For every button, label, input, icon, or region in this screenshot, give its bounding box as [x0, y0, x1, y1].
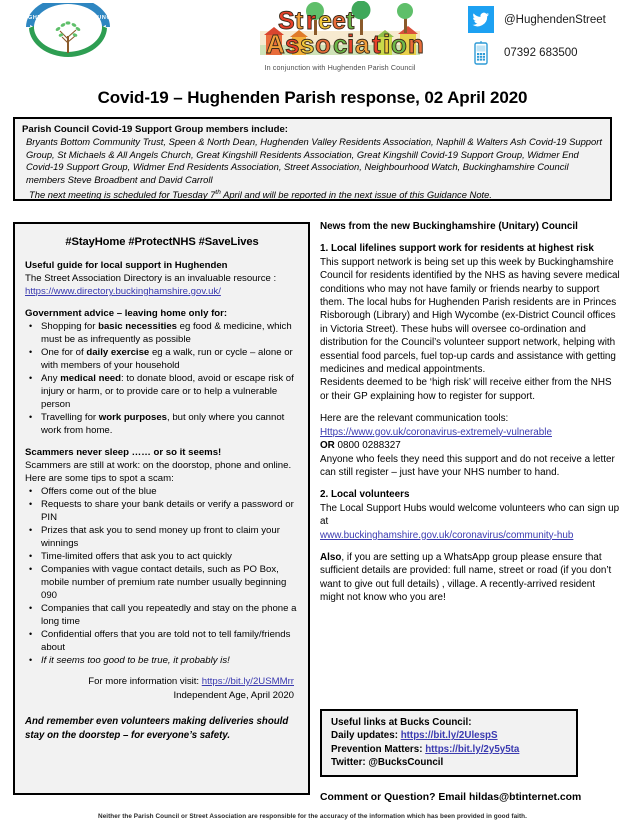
list-item [25, 372, 299, 411]
right-column [320, 220, 620, 803]
list-item [25, 411, 299, 437]
meeting-pre: The next meeting is scheduled for Tuesday 7 [29, 189, 216, 201]
item-bold: medical need [60, 373, 121, 384]
svg-text:t: t [346, 7, 355, 35]
list-item: • Offers come out of the blue [25, 485, 299, 498]
list-item: • Time-limited offers that ask you to act quickly [25, 550, 299, 563]
item-post: eg food & medicine, which must be as infrequently as possible [41, 321, 292, 345]
hashtags-line: #StayHome #ProtectNHS #SaveLives [65, 236, 259, 248]
bucks-twitter-line: Twitter: @BucksCouncil [331, 757, 444, 769]
svg-text:s: s [285, 29, 300, 59]
extremely-vulnerable-link[interactable]: Https://www.gov.uk/coronavirus-extremely-vulnerable [320, 426, 552, 438]
item-pre: One for of [41, 347, 87, 358]
item-post: , but only where you cannot work from home. [41, 412, 285, 436]
svg-text:t: t [295, 7, 304, 35]
independent-age-link[interactable]: https://bit.ly/2USMMrr [201, 676, 294, 687]
daily-updates-label: Daily updates: [331, 730, 401, 742]
section-2-text: The Local Support Hubs would welcome volunteers who can sign up at [320, 502, 620, 528]
footer-disclaimer: Neither the Parish Council or Street Association are responsible for the accuracy of the information which has been provided in good faith. [98, 813, 527, 820]
phone-contact-row[interactable] [468, 39, 578, 66]
news-heading: News from the new Buckinghamshire (Unitary) Council [320, 221, 578, 232]
item-bold: basic necessities [98, 321, 178, 332]
comms-phone-line [320, 439, 620, 452]
svg-text:i: i [347, 29, 355, 59]
list-item: • Requests to share your bank details or verify a password or PIN [25, 498, 299, 524]
svg-text:n: n [408, 29, 424, 59]
next-meeting-note [22, 186, 604, 202]
page-title: Covid-19 – Hughenden Parish response, 02 April 2020 [97, 88, 528, 107]
scam-italic-text: If it seems too good to be true, it probably is! [41, 655, 230, 666]
daily-updates-link[interactable]: https://bit.ly/2UlespS [400, 730, 498, 742]
section-1-paragraph-1: This support network is being set up this week by Buckinghamshire Council for residents identified by the NHS as having severe medical conditions who may not have family or friends nearby to support them. The local hubs for Hughenden Parish residents are in Princes Risborough (Library) and High Wycombe (ex-District Council offices in Victoria Street). These hubs will oversee co-ordination and distribution for the Council’s volunteer support network, helping with essential food parcels, fuel top-up cards and assistance with getting medicines and medical appointments. [320, 256, 620, 376]
left-column-box [13, 222, 310, 795]
comms-or-label: OR [320, 440, 335, 452]
useful-links-heading: Useful links at Bucks Council: [331, 717, 472, 728]
directory-link[interactable]: https://www.directory.buckinghamshire.gov.uk/ [25, 286, 221, 297]
item-pre: Any [41, 373, 61, 384]
svg-text:t: t [372, 29, 381, 59]
svg-text:S: S [278, 7, 295, 35]
twitter-contact-row[interactable] [468, 6, 606, 33]
support-group-box [13, 117, 612, 201]
useful-guide-text: The Street Association Directory is an invaluable resource : [25, 273, 277, 284]
page-header [0, 0, 625, 80]
svg-text:s: s [300, 29, 315, 59]
useful-guide-heading: Useful guide for local support in Hughenden [25, 260, 228, 271]
list-item [25, 346, 299, 372]
meeting-ordinal: th [215, 189, 221, 197]
community-hub-link[interactable]: www.buckinghamshire.gov.uk/coronavirus/community-hub [320, 529, 574, 541]
svg-text:e: e [332, 7, 346, 35]
comms-note: Anyone who feels they need this support and do not receive a letter can still register – just have your NHS number to hand. [320, 453, 615, 478]
section-1-heading: 1. Local lifelines support work for residents at highest risk [320, 243, 594, 255]
section-2-heading: 2. Local volunteers [320, 489, 410, 501]
twitter-handle: @HughendenStreet [504, 13, 606, 26]
item-pre: Travelling for [41, 412, 99, 423]
street-association-logo [252, 1, 428, 77]
list-item-italic [25, 654, 299, 667]
mobile-phone-icon [468, 39, 494, 66]
scam-tips-list [25, 485, 299, 667]
item-post: : to donate blood, avoid or escape risk of injury or harm, or to provide care or to help a vulnerable person [41, 373, 294, 410]
more-info-source: Independent Age, April 2020 [173, 689, 294, 701]
scammers-heading: Scammers never sleep …… or so it seems! [25, 447, 222, 458]
government-advice-heading: Government advice – leaving home only for: [25, 308, 228, 319]
closing-note: And remember even volunteers making deliveries should stay on the doorstep – for everyone’s safety. [25, 716, 289, 741]
section-1-paragraph-2: Residents deemed to be ‘high risk’ will receive either from the NHS or their GP explaining how to register for support. [320, 377, 612, 402]
svg-text:r: r [306, 7, 316, 35]
support-group-members: Bryants Bottom Community Trust, Speen & North Dean, Hughenden Valley Residents Association, Naphill & Walters Ash Covid-19 Support Group, St Michaels & All Angels Church, Great Kingshill Residents Association, Great Kingshill Covid-19 Support Group, Widmer End Covid-19 Support Group, Widmer End Residents Association, Street Association, Neighbourhood Watch, Buckinghamshire Council members Steve Broadbent and David Carroll [26, 136, 602, 185]
also-text: , if you are setting up a WhatsApp group please ensure that sufficient details are provided: full name, street or road (if you don’t want to give out full details) , village. A recently-arrived resident might not know who you are! [320, 551, 612, 604]
government-advice-list [25, 320, 299, 437]
more-info-label: For more information visit: [88, 676, 202, 687]
item-pre: Shopping for [41, 321, 99, 332]
list-item [25, 320, 299, 346]
contact-block [468, 6, 618, 72]
item-bold: work purposes [98, 412, 168, 423]
svg-text:e: e [318, 7, 332, 35]
street-association-subtitle: In conjunction with Hughenden Parish Council [264, 63, 416, 72]
list-item: • Companies with vague contact details, such as PO Box, mobile number of premium rate number usually beginning 090 [25, 563, 299, 602]
svg-text:HUGHENDEN PARISH COUNCIL: HUGHENDEN PARISH COUNCIL [18, 15, 118, 21]
list-item: • Prizes that ask you to send money up front to claim your winnings [25, 524, 299, 550]
svg-text:c: c [333, 29, 348, 59]
svg-text:o: o [315, 29, 331, 59]
item-post: eg a walk, run or cycle – alone or with members of your household [41, 347, 293, 371]
svg-text:a: a [355, 29, 370, 59]
list-item: • Companies that call you repeatedly and stay on the phone a long time [25, 602, 299, 628]
also-label: Also [320, 551, 342, 563]
scammers-intro: Scammers are still at work: on the doorstop, phone and online. Here are some tips to spot a scam: [25, 460, 292, 484]
svg-text:A: A [266, 29, 285, 59]
comms-tools-intro: Here are the relevant communication tools: [320, 413, 509, 425]
list-item: • Confidential offers that you are told not to tell family/friends about [25, 628, 299, 654]
useful-links-box [320, 709, 578, 777]
daily-updates-line [331, 729, 569, 742]
item-bold: daily exercise [86, 347, 150, 358]
hughenden-parish-council-logo [16, 3, 120, 59]
prevention-matters-link[interactable]: https://bit.ly/2y5y5ta [425, 743, 520, 755]
phone-number: 07392 683500 [504, 46, 578, 59]
whatsapp-note [320, 551, 620, 605]
prevention-matters-line [331, 743, 569, 756]
twitter-icon [468, 6, 494, 33]
more-information-line [25, 675, 299, 702]
comms-phone-number: 0800 0288327 [334, 440, 401, 452]
support-group-heading: Parish Council Covid-19 Support Group members include: [22, 124, 288, 135]
meeting-post: April and will be reported in the next issue of this Guidance Note. [220, 189, 492, 201]
svg-text:i: i [383, 29, 391, 59]
comment-email-line[interactable]: Comment or Question? Email hildas@btinternet.com [320, 792, 582, 803]
svg-text:o: o [391, 29, 407, 59]
prevention-matters-label: Prevention Matters: [331, 743, 426, 755]
